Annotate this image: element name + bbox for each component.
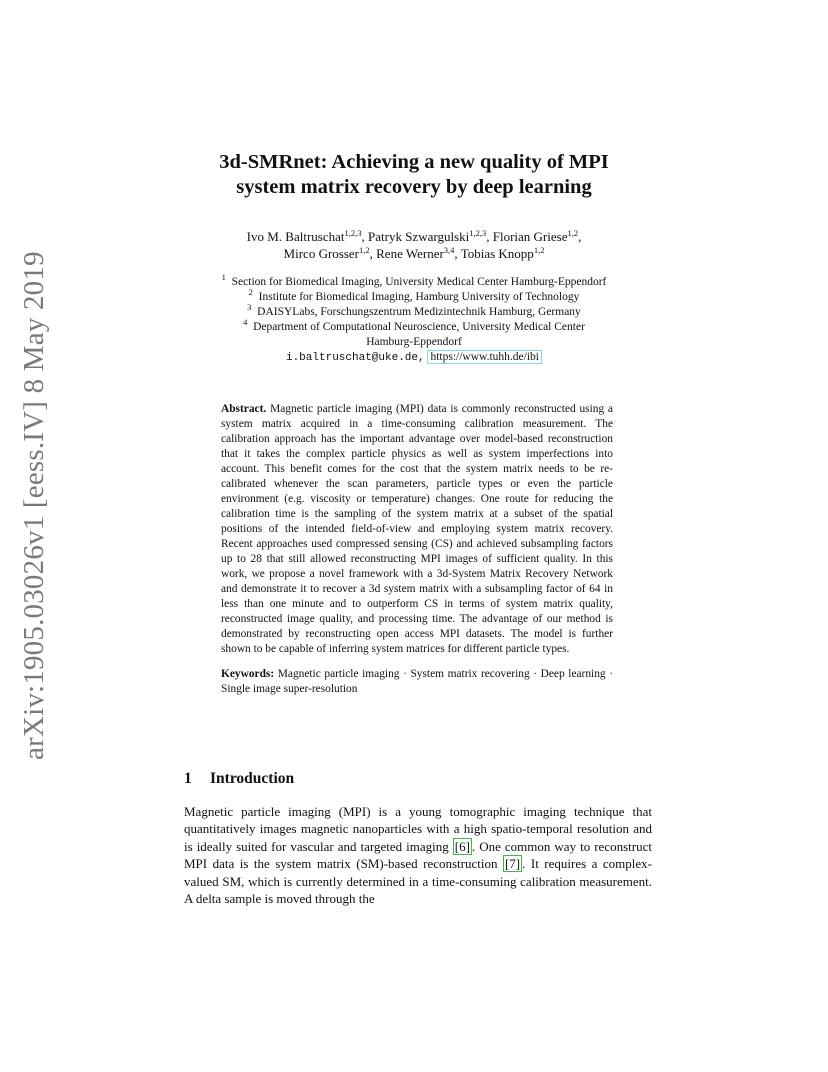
author-separator: ,: [486, 229, 493, 244]
affiliation-text: Department of Computational Neuroscience, University Medical Center: [253, 321, 585, 333]
author-separator: ,: [454, 246, 461, 261]
intro-text: . One common way to reconstruct MPI data is the system matrix (SM)-based reconstruction: [184, 838, 652, 872]
affiliation-list: [140, 272, 688, 366]
keywords-text: Magnetic particle imaging · System matrix recovering · Deep learning · Single image super-resolution: [221, 668, 613, 695]
abstract-text: Magnetic particle imaging (MPI) data is commonly reconstructed using a system matrix acquired in a time-consuming calibration measurement. The calibration approach has the important advantage over model-based reconstruction that it takes the complex particle physics as well as system imperfections into account. This benefit comes for the cost that the system matrix needs to be re-calibrated whenever the scan parameters, particle types or even the particle environment (e.g. viscosity or temperature) changes. One route for reducing the calibration time is the sampling of the system matrix at a subset of the spatial positions of the intended field-of-view and employing system matrix recovery. Recent approaches used compressed sensing (CS) and achieved subsampling factors up to 28 that still allowed reconstructing MPI images of sufficient quality. In this work, we propose a novel framework with a 3d-System Matrix Recovery Network and demonstrate it to recover a 3d system matrix with a subsampling factor of 64 in less than one minute and to outperform CS in terms of system matrix quality, reconstructed image quality, and processing time. The advantage of our method is demonstrated by reconstructing open access MPI datasets. The model is further shown to be capable of inferring system matrices for different particle types.: [221, 403, 613, 655]
introduction-body: [184, 803, 652, 907]
section-heading: [184, 769, 294, 789]
paper-title: [120, 150, 708, 200]
title-line: system matrix recovery by deep learning: [236, 176, 592, 198]
author-name: Mirco Grosser: [283, 246, 360, 261]
author-name: Rene Werner: [376, 246, 444, 261]
keywords-label: Keywords:: [221, 668, 275, 680]
affiliation-continuation: Hamburg-Eppendorf: [366, 336, 462, 348]
citation-link[interactable]: [6]: [454, 838, 470, 854]
author-separator: ,: [578, 229, 582, 244]
section-title: Introduction: [210, 770, 295, 787]
intro-paragraph: [184, 803, 652, 907]
author-affil-marker: 1,2,3: [344, 228, 362, 238]
intro-text: Magnetic particle imaging (MPI) is a young tomographic imaging technique that quantitatively images magnetic nanoparticles with a high spatio-temporal resolution and is ideally suited for vascular and targeted imaging: [184, 804, 652, 854]
author-affil-marker: 1,2: [359, 245, 370, 255]
affiliation-item: [140, 287, 688, 305]
abstract-block: [221, 402, 613, 697]
author-line: [140, 228, 688, 245]
keywords-paragraph: [221, 667, 613, 697]
email-address: i.baltruschat@uke.de,: [285, 352, 425, 364]
affiliation-item: [140, 272, 688, 290]
affiliation-number: 4: [243, 317, 248, 327]
arxiv-identifier: arXiv:1905.03026v1 [eess.IV] 8 May 2019: [18, 251, 50, 760]
citation-link[interactable]: [7]: [504, 856, 521, 872]
abstract-paragraph: [221, 402, 613, 657]
author-affil-marker: 1,2,3: [469, 228, 487, 238]
title-line: 3d-SMRnet: Achieving a new quality of MPI: [219, 151, 609, 173]
affiliation-item: [140, 317, 688, 335]
affiliation-item: [140, 302, 688, 320]
author-affil-marker: 1,2: [533, 245, 545, 255]
contact-line: [140, 350, 688, 366]
author-list: [140, 228, 688, 262]
section-number: 1: [184, 770, 192, 787]
author-separator: ,: [361, 229, 368, 244]
intro-text: . It requires a complex-valued SM, which is currently determined in a time-consuming calibration measurement. A delta sample is moved through the: [184, 856, 652, 907]
author-separator: ,: [369, 246, 377, 261]
affiliation-number: 2: [248, 287, 253, 297]
author-name: Florian Griese: [492, 229, 568, 244]
affiliation-text: DAISYLabs, Forschungszentrum Medizintechnik Hamburg, Germany: [257, 306, 581, 318]
institute-url-link[interactable]: https://www.tuhh.de/ibi: [427, 350, 542, 364]
author-affil-marker: 3,4: [443, 245, 455, 255]
abstract-label: Abstract.: [221, 403, 267, 415]
author-name: Patryk Szwargulski: [368, 229, 470, 244]
author-name: Tobias Knopp: [460, 246, 534, 261]
author-line: [140, 245, 688, 262]
author-name: Ivo M. Baltruschat: [246, 229, 345, 244]
affiliation-text: Section for Biomedical Imaging, University Medical Center Hamburg-Eppendorf: [231, 276, 607, 288]
affiliation-text: Institute for Biomedical Imaging, Hamburg University of Technology: [258, 291, 580, 303]
affiliation-number: 3: [247, 302, 252, 312]
affiliation-number: 1: [221, 272, 226, 282]
author-affil-marker: 1,2: [567, 228, 579, 238]
